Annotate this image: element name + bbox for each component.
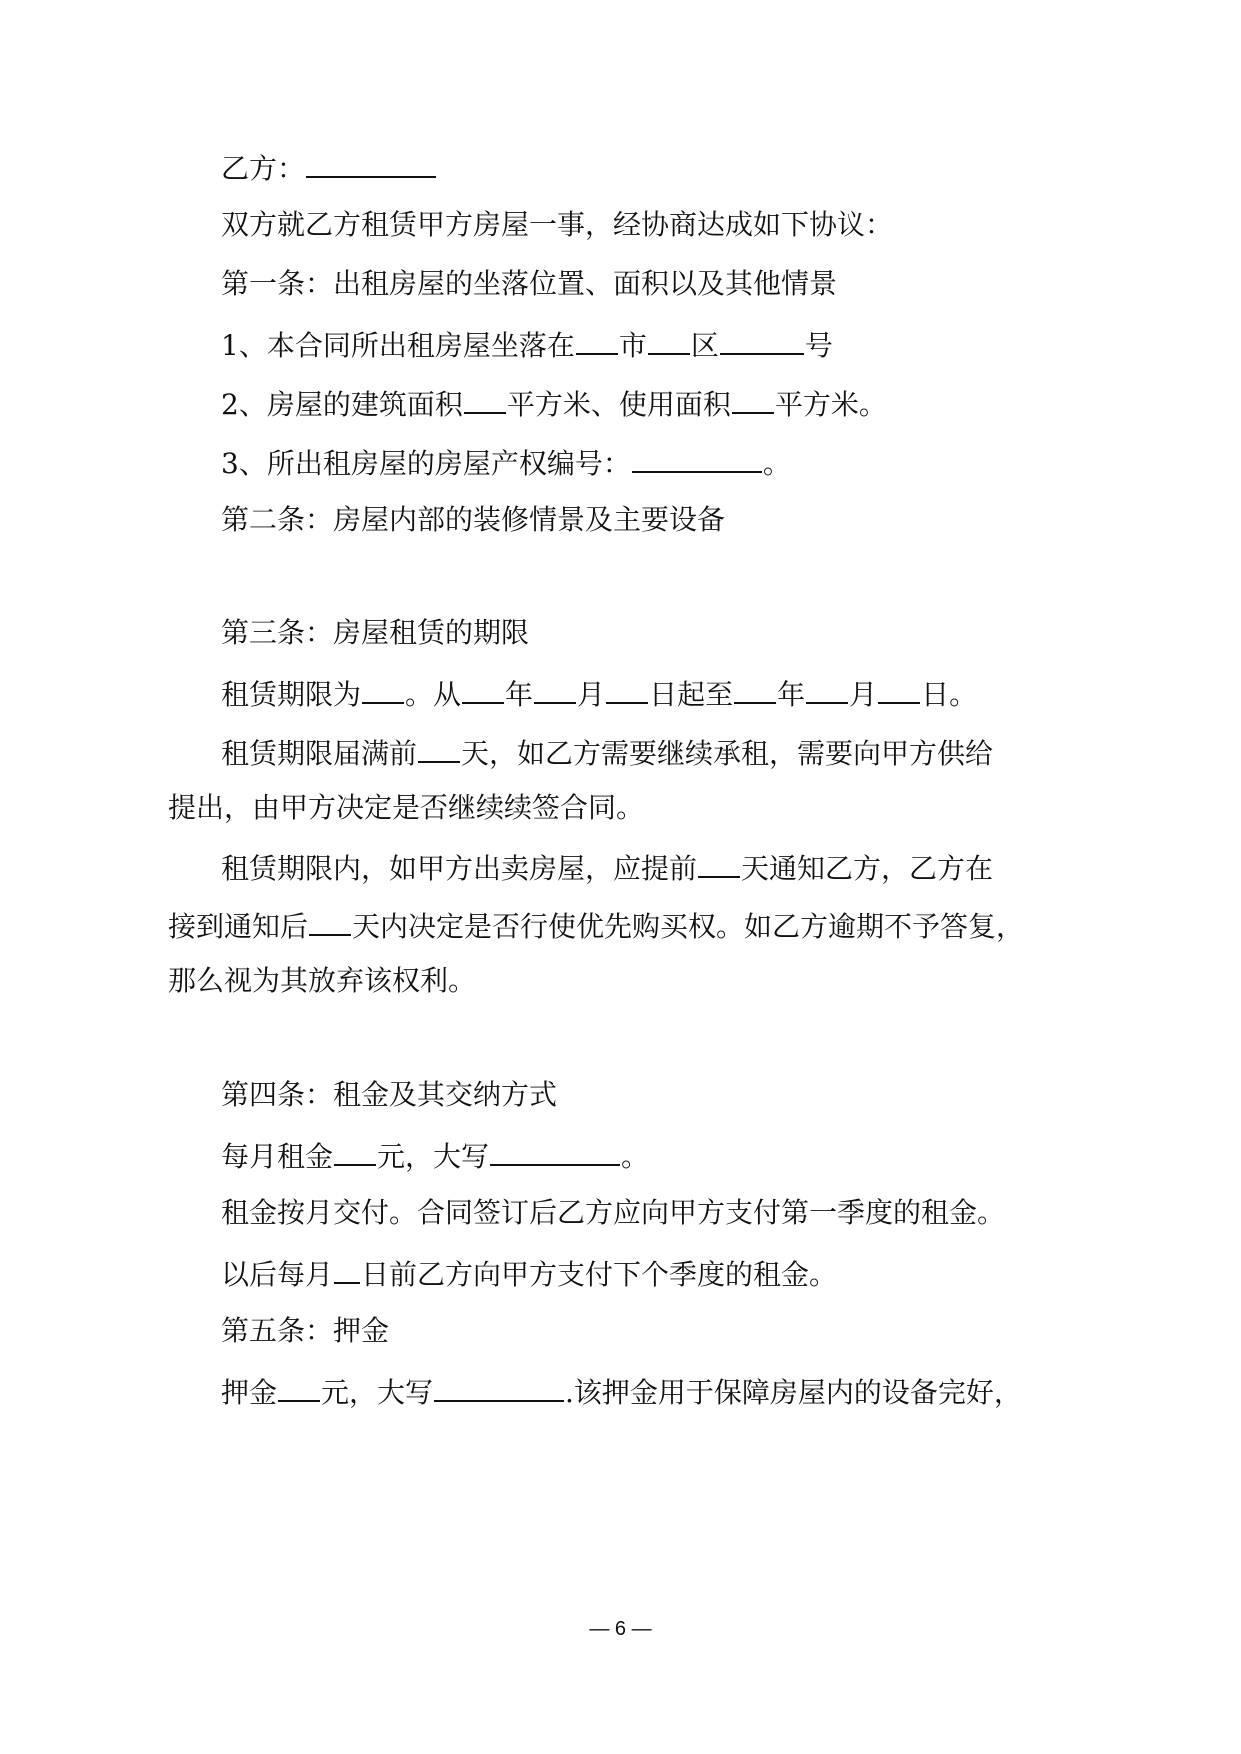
party-b-label: 乙方： xyxy=(221,152,306,185)
rent-next-line: 以后每月 日前乙方向甲方支付下个季度的租金。 xyxy=(221,1252,837,1295)
sale-line-1: 租赁期限内，如甲方出卖房屋，应提前 天通知乙方，乙方在 xyxy=(221,846,993,889)
party-b-blank xyxy=(306,146,436,178)
agreement-intro: 双方就乙方租赁甲方房屋一事，经协商达成如下协议： xyxy=(221,208,894,241)
rent-payment-line: 租金按月交付。合同签订后乙方应向甲方支付第一季度的租金。 xyxy=(221,1196,1006,1229)
sale-line-3: 那么视为其放弃该权利。 xyxy=(168,964,477,997)
article-1-item-1: 1、本合同所出租房屋坐落在 市 区 号 xyxy=(221,323,833,366)
term-line: 租赁期限为 。从 年 月 日起至 年 月 日。 xyxy=(221,672,977,715)
rent-line: 每月租金 元，大写 。 xyxy=(221,1134,649,1177)
renewal-line-1: 租赁期限届满前 天，如乙方需要继续承租，需要向甲方供给 xyxy=(221,731,993,774)
article-3-title: 第三条：房屋租赁的期限 xyxy=(221,616,530,649)
sale-line-2: 接到通知后 天内决定是否行使优先购买权。如乙方逾期不予答复， xyxy=(168,904,1024,947)
article-1-item-3: 3、所出租房屋的房屋产权编号： 。 xyxy=(221,441,791,484)
party-b-line xyxy=(221,146,437,189)
article-1-title: 第一条：出租房屋的坐落位置、面积以及其他情景 xyxy=(221,267,838,300)
article-1-item-2: 2、房屋的建筑面积 平方米、使用面积 平方米。 xyxy=(221,382,887,425)
article-4-title: 第四条：租金及其交纳方式 xyxy=(221,1078,558,1111)
deposit-line: 押金 元，大写 .该押金用于保障房屋内的设备完好， xyxy=(221,1370,1022,1413)
article-5-title: 第五条：押金 xyxy=(221,1314,390,1347)
article-2-title: 第二条：房屋内部的装修情景及主要设备 xyxy=(221,503,726,536)
renewal-line-2: 提出，由甲方决定是否继续续签合同。 xyxy=(168,791,645,824)
page-number: — 6 — xyxy=(589,1618,652,1640)
